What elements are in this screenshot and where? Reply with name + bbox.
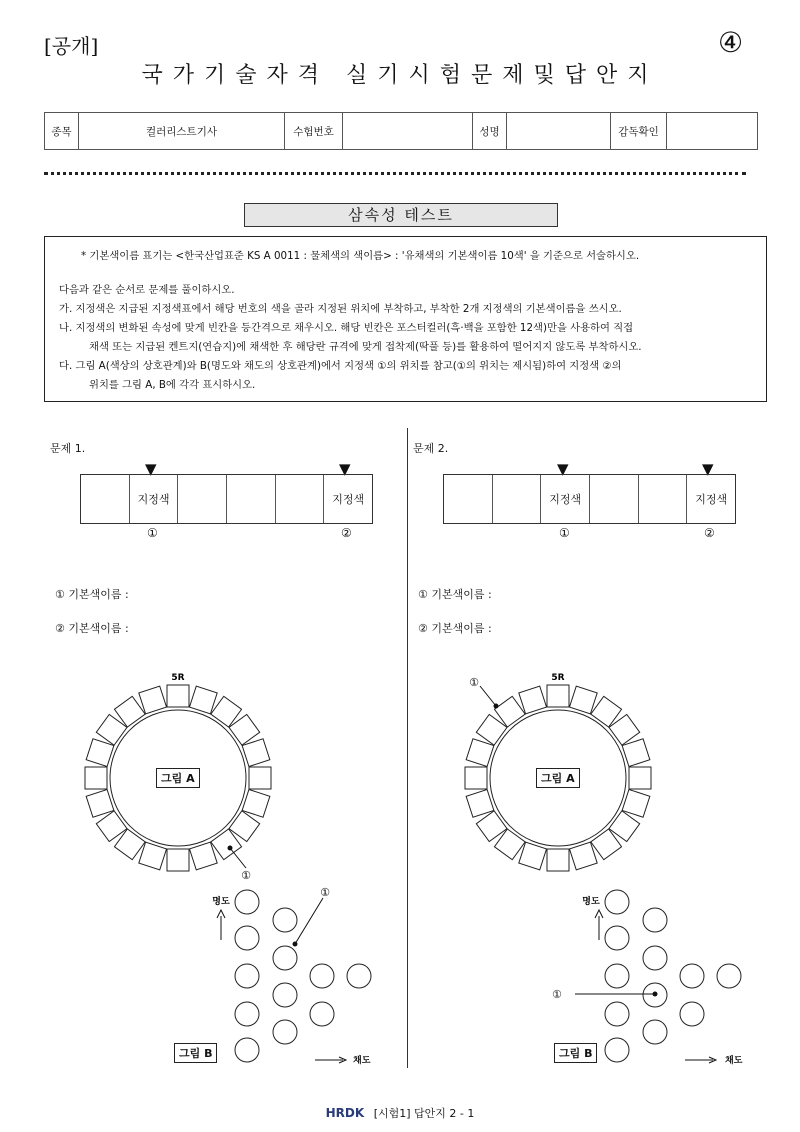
figure-a-marker: ① <box>241 869 251 882</box>
tone-circle <box>273 983 297 1007</box>
problem-2-label: 문제 2. <box>413 442 449 455</box>
tone-circle <box>310 1002 334 1026</box>
tone-circle <box>605 1002 629 1026</box>
footer <box>0 1105 800 1121</box>
designated-color-cell[interactable]: 지정색 <box>130 475 179 523</box>
tone-circle <box>605 926 629 950</box>
hue-chip[interactable] <box>242 739 270 767</box>
instruction-intro: 다음과 같은 순서로 문제를 풀이하시오. <box>59 284 235 296</box>
page-title: 국가기술자격 실기시험문제및답안지 <box>141 63 659 88</box>
page-number: ④ <box>718 26 744 59</box>
designated-color-cell[interactable]: 지정색 <box>332 493 365 506</box>
answer-1-field[interactable]: ① 기본색이름 : <box>55 588 129 601</box>
hue-5r-label: 5R <box>551 673 565 683</box>
tone-circle <box>643 908 667 932</box>
figure-b-label: 그림 B <box>174 1043 217 1063</box>
tone-circle <box>235 1002 259 1026</box>
marker-leader-line <box>230 848 246 868</box>
hue-chip[interactable] <box>242 789 270 817</box>
value-axis-label: 명도 <box>582 897 600 907</box>
tone-circle <box>235 964 259 988</box>
color-cell[interactable] <box>178 475 227 523</box>
public-tag: [공개] <box>44 34 99 58</box>
hue-chip[interactable] <box>189 686 217 714</box>
tone-circle <box>643 1020 667 1044</box>
hue-chip[interactable] <box>466 789 494 817</box>
color-cell[interactable] <box>227 475 276 523</box>
marker-2: ② <box>704 526 715 540</box>
hue-chip[interactable] <box>622 739 650 767</box>
instruction-item-b: 나. 지정색의 변화된 속성에 맞게 빈칸을 등간격으로 채우시오. 해당 빈칸은 포스터컬러(흑·백을 포함한 12색)만을 사용하여 직접 <box>59 322 634 334</box>
figure-b-marker: ① <box>320 886 330 899</box>
color-cell[interactable] <box>276 475 325 523</box>
marker-1: ① <box>147 526 158 540</box>
hue-chip[interactable] <box>85 767 107 789</box>
tone-circle <box>605 1038 629 1062</box>
field-label: 종목 <box>45 113 79 150</box>
answer-2-field[interactable]: ② 기본색이름 : <box>55 622 129 635</box>
hue-chip[interactable] <box>547 849 569 871</box>
marker-dot <box>494 704 499 709</box>
instruction-item-c-cont: 위치를 그림 A, B에 각각 표시하시오. <box>89 379 256 391</box>
hue-chip[interactable] <box>139 686 167 714</box>
hue-chip[interactable] <box>86 789 114 817</box>
value-chroma-figure-b <box>205 880 400 1070</box>
exam-number-label: 수험번호 <box>285 113 343 150</box>
hue-chip[interactable] <box>519 842 547 870</box>
marker-dot <box>228 846 233 851</box>
footer-text: [시험1] 답안지 2 - 1 <box>373 1107 475 1120</box>
pointer-triangle-icon: ▼ <box>557 460 569 478</box>
hue-chip[interactable] <box>569 842 597 870</box>
tone-circle <box>347 964 371 988</box>
tone-circle <box>643 946 667 970</box>
hrdk-logo: HRDK <box>325 1106 365 1120</box>
instruction-item-b-cont: 채색 또는 지급된 켄트지(연습지)에 채색한 후 해당란 규격에 맞게 접착제(딱풀 등)를 활용하여 떨어지지 않도록 부착하시오. <box>89 341 642 353</box>
tone-circle <box>310 964 334 988</box>
color-cell[interactable] <box>639 475 688 523</box>
marker-2: ② <box>341 526 352 540</box>
hue-chip[interactable] <box>466 739 494 767</box>
hue-chip[interactable] <box>189 842 217 870</box>
hue-chip[interactable] <box>622 789 650 817</box>
marker-leader-line <box>480 686 496 706</box>
instructions-box <box>44 236 767 402</box>
hue-chip[interactable] <box>547 685 569 707</box>
supervisor-label: 감독확인 <box>611 113 667 150</box>
hue-chip[interactable] <box>139 842 167 870</box>
tone-circle <box>605 964 629 988</box>
hue-chip[interactable] <box>167 685 189 707</box>
field-value: 컬러리스트기사 <box>79 113 285 150</box>
hue-chip[interactable] <box>519 686 547 714</box>
pointer-triangle-icon: ▼ <box>145 460 157 478</box>
tone-circle <box>273 908 297 932</box>
problem-2-color-strip <box>443 474 736 524</box>
designated-color-cell[interactable]: 지정색 <box>695 493 728 506</box>
marker-1: ① <box>559 526 570 540</box>
tone-circle <box>605 890 629 914</box>
supervisor-field[interactable] <box>667 113 758 150</box>
tone-circle <box>235 1038 259 1062</box>
value-axis-label: 명도 <box>212 897 230 907</box>
color-cell[interactable] <box>81 475 130 523</box>
value-chroma-figure-b <box>575 880 775 1070</box>
instruction-item-c: 다. 그림 A(색상의 상호관계)와 B(명도와 채도의 상호관계)에서 지정색 ①의 위치를 참고(①의 위치는 제시됨)하여 지정색 ②의 <box>59 360 622 372</box>
problem-1-label: 문제 1. <box>50 442 86 455</box>
dotted-divider <box>44 172 746 175</box>
color-cell[interactable] <box>493 475 542 523</box>
value-chroma-grid <box>235 890 371 1062</box>
chroma-axis-label: 채도 <box>725 1056 743 1066</box>
figure-a-label: 그림 A <box>156 768 200 788</box>
instruction-item-a: 가. 지정색은 지급된 지정색표에서 해당 번호의 색을 골라 지정된 위치에 부착하고, 부착한 2개 지정색의 기본색이름을 쓰시오. <box>59 303 622 315</box>
exam-number-field[interactable] <box>343 113 473 150</box>
hue-chip[interactable] <box>629 767 651 789</box>
hue-chip[interactable] <box>465 767 487 789</box>
answer-1-field[interactable]: ① 기본색이름 : <box>418 588 492 601</box>
hue-chip[interactable] <box>569 686 597 714</box>
name-label: 성명 <box>473 113 507 150</box>
tone-circle <box>235 926 259 950</box>
tone-circle <box>273 1020 297 1044</box>
answer-2-field[interactable]: ② 기본색이름 : <box>418 622 492 635</box>
pointer-triangle-icon: ▼ <box>339 460 351 478</box>
problem-1-color-strip <box>80 474 373 524</box>
color-cell[interactable] <box>590 475 639 523</box>
hue-chip[interactable] <box>86 739 114 767</box>
marker-dot <box>293 942 298 947</box>
tone-circle <box>680 1002 704 1026</box>
pointer-triangle-icon: ▼ <box>702 460 714 478</box>
section-title: 삼속성 테스트 <box>244 203 558 227</box>
marker-leader-line <box>295 898 323 944</box>
name-field[interactable] <box>507 113 611 150</box>
column-divider <box>407 428 408 1068</box>
figure-b-label: 그림 B <box>554 1043 597 1063</box>
figure-a-label: 그림 A <box>536 768 580 788</box>
designated-color-cell[interactable]: 지정색 <box>541 475 590 523</box>
color-cell[interactable] <box>444 475 493 523</box>
tone-circle <box>717 964 741 988</box>
tone-circle <box>273 946 297 970</box>
hue-chip[interactable] <box>249 767 271 789</box>
chroma-axis-label: 채도 <box>353 1056 371 1066</box>
tone-circle <box>235 890 259 914</box>
value-chroma-grid <box>605 890 741 1062</box>
instruction-note: * 기본색이름 표기는 <한국산업표준 KS A 0011 : 물체색의 색이름> : '유채색의 기본색이름 10색' 을 기준으로 서술하시오. <box>81 250 640 262</box>
figure-b-marker: ① <box>552 988 562 1001</box>
marker-dot <box>653 992 658 997</box>
figure-a-marker: ① <box>469 676 479 689</box>
exam-info-table <box>44 112 758 150</box>
tone-circle <box>680 964 704 988</box>
hue-chip[interactable] <box>167 849 189 871</box>
hue-5r-label: 5R <box>171 673 185 683</box>
